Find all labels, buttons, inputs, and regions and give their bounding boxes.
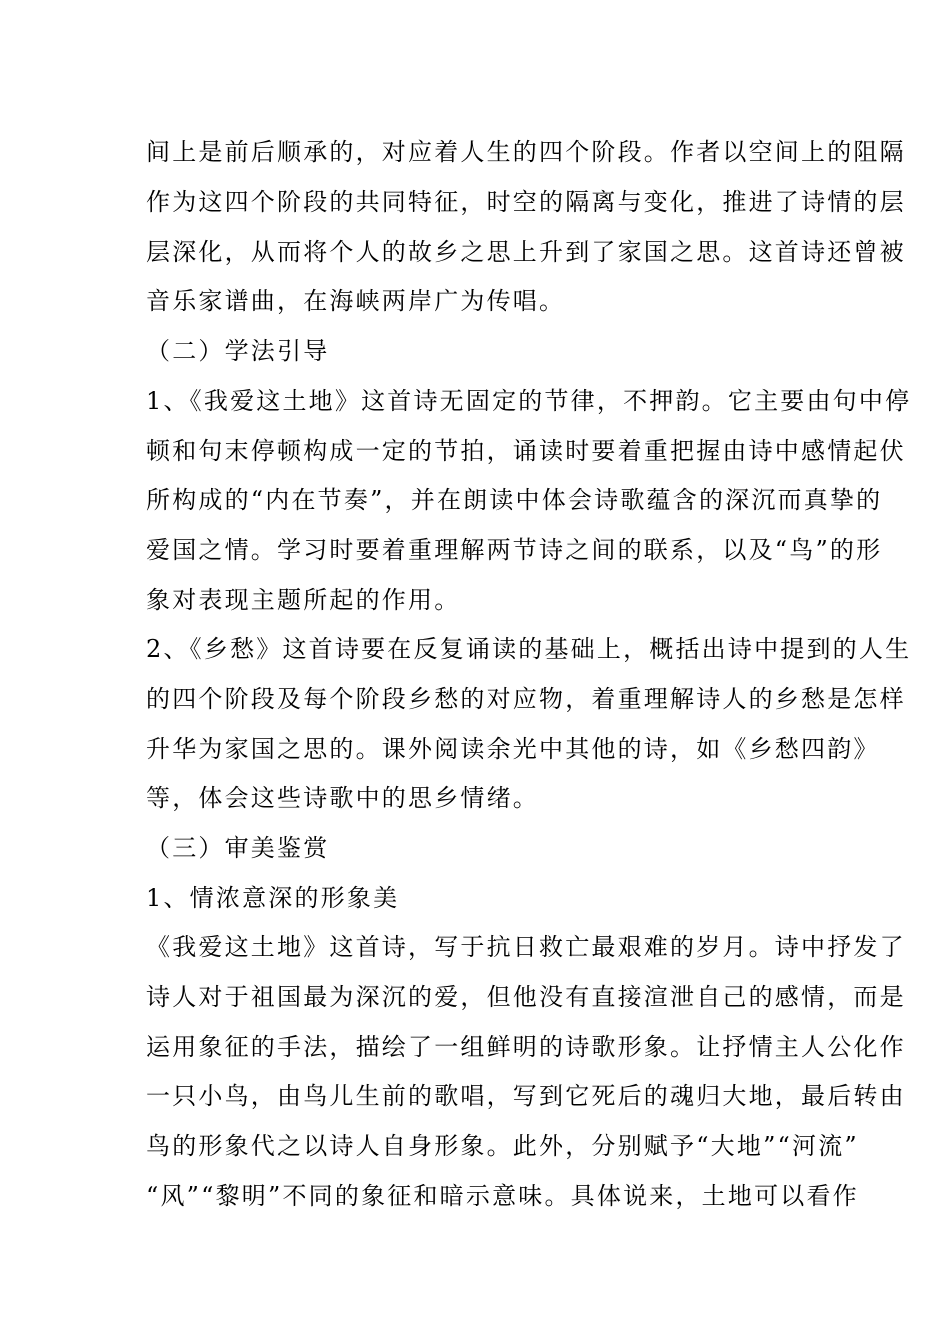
- text-line: 的四个阶段及每个阶段乡愁的对应物，着重理解诗人的乡愁是怎样: [146, 685, 906, 713]
- text-line: 所构成的“内在节奏”，并在朗读中体会诗歌蕴含的深沉而真挚的: [146, 486, 883, 514]
- text-line: 1、《我爱这土地》这首诗无固定的节律，不押韵。它主要由句中停: [146, 387, 912, 415]
- text-line: 一只小鸟，由鸟儿生前的歌唱，写到它死后的魂归大地，最后转由: [146, 1082, 906, 1110]
- section-heading: （三）审美鉴赏: [146, 834, 330, 862]
- text-line: 层深化，从而将个人的故乡之思上升到了家国之思。这首诗还曾被: [146, 238, 906, 266]
- text-line: 鸟的形象代之以诗人自身形象。此外，分别赋予“大地”“河流”: [146, 1132, 859, 1160]
- text-line: 爱国之情。学习时要着重理解两节诗之间的联系，以及“鸟”的形: [146, 536, 883, 564]
- text-line: 诗人对于祖国最为深沉的爱，但他没有直接渲泄自己的感情，而是: [146, 983, 906, 1011]
- text-line: 2、《乡愁》这首诗要在反复诵读的基础上，概括出诗中提到的人生: [146, 635, 912, 663]
- text-line: 象对表现主题所起的作用。: [146, 586, 461, 614]
- section-heading: （二）学法引导: [146, 337, 330, 365]
- text-line: 音乐家谱曲，在海峡两岸广为传唱。: [146, 287, 566, 315]
- text-line: 作为这四个阶段的共同特征，时空的隔离与变化，推进了诗情的层: [146, 188, 906, 216]
- text-line: 运用象征的手法，描绘了一组鲜明的诗歌形象。让抒情主人公化作: [146, 1033, 906, 1061]
- text-line: 等，体会这些诗歌中的思乡情绪。: [146, 784, 539, 812]
- text-line: 顿和句末停顿构成一定的节拍，诵读时要着重把握由诗中感情起伏: [146, 437, 906, 465]
- text-line: “风”“黎明”不同的象征和暗示意味。具体说来，土地可以看作: [146, 1182, 859, 1210]
- text-line: 间上是前后顺承的，对应着人生的四个阶段。作者以空间上的阻隔: [146, 138, 906, 166]
- text-line: 升华为家国之思的。课外阅读余光中其他的诗，如《乡愁四韵》: [146, 735, 880, 763]
- text-line: 《我爱这土地》这首诗，写于抗日救亡最艰难的岁月。诗中抒发了: [146, 933, 906, 961]
- subsection-heading: 1、情浓意深的形象美: [146, 884, 400, 912]
